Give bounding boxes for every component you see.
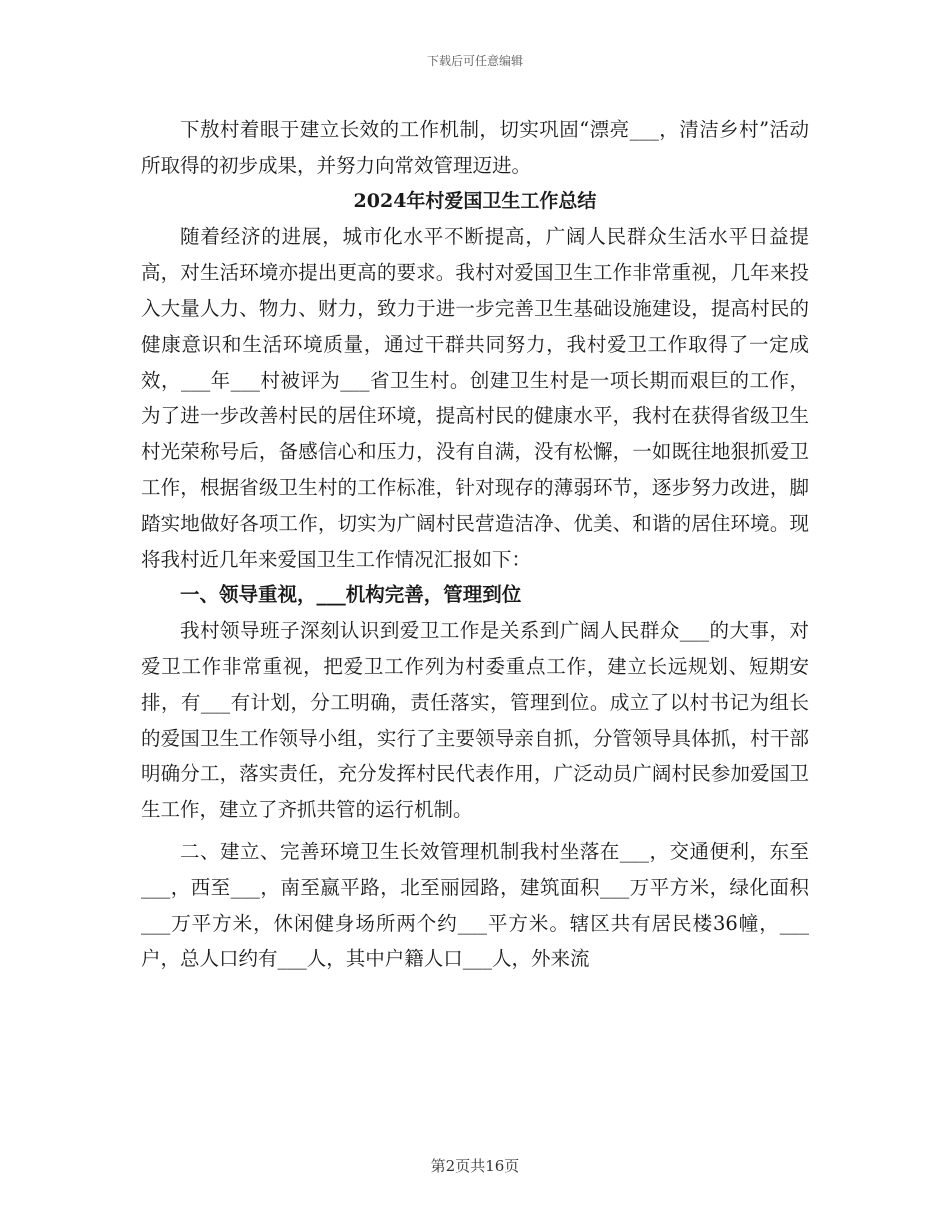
page-footer-number: 第2页共16页 — [430, 1157, 520, 1175]
section-heading-1: 一、领导重视，___机构完善，管理到位 — [180, 583, 522, 607]
paragraph-2: 我村领导班子深刻认识到爱卫工作是关系到广阔人民群众___的大事，对爱卫工作非常重视，把爱卫工作列为村委重点工作，建立长远规划、短期安排，有___有计划，分工明确，责任落实，管理到位。成立了以村书记为组长的爱国卫生工作领导小组，实行了主要领导亲自抓，分管领导具体抓，村干部明确分工，落实责任，充分发挥村民代表作用，广泛动员广阔村民参加爱国卫生工作，建立了齐抓共管的运行机制。 — [141, 619, 809, 822]
page-header-note: 下载后可任意编辑 — [426, 54, 523, 68]
paragraph-3: 二、建立、完善环境卫生长效管理机制我村坐落在___，交通便利，东至___，西至___，南至嬴平路，北至丽园路，建筑面积___万平方米，绿化面积___万平方米，休闲健身场所两个约___平方米。辖区共有居民楼36幢，___户，总人口约有___人，其中户籍人口___人，外来流 — [141, 839, 809, 971]
intro-paragraph: 下敖村着眼于建立长效的工作机制，切实巩固“漂亮___，清洁乡村”活动所取得的初步成果，并努力向常效管理迈进。 — [141, 118, 809, 177]
paragraph-1: 随着经济的进展，城市化水平不断提高，广阔人民群众生活水平日益提高，对生活环境亦提出更高的要求。我村对爱国卫生工作非常重视，几年来投入大量人力、物力、财力，致力于进一步完善卫生基础设施建设，提高村民的健康意识和生活环境质量，通过干群共同努力，我村爱卫工作取得了一定成效，___年___村被评为___省卫生村。创建卫生村是一项长期而艰巨的工作，为了进一步改善村民的居住环境，提高村民的健康水平，我村在获得省级卫生村光荣称号后，备感信心和压力，没有自满，没有松懈，一如既往地狠抓爱卫工作，根据省级卫生村的工作标准，针对现存的薄弱环节，逐步努力改进，脚踏实地做好各项工作，切实为广阔村民营造洁净、优美、和谐的居住环境。现将我村近几年来爱国卫生工作情况汇报如下： — [141, 225, 809, 571]
document-body — [141, 112, 809, 977]
document-title: 2024年村爱国卫生工作总结 — [353, 189, 597, 212]
